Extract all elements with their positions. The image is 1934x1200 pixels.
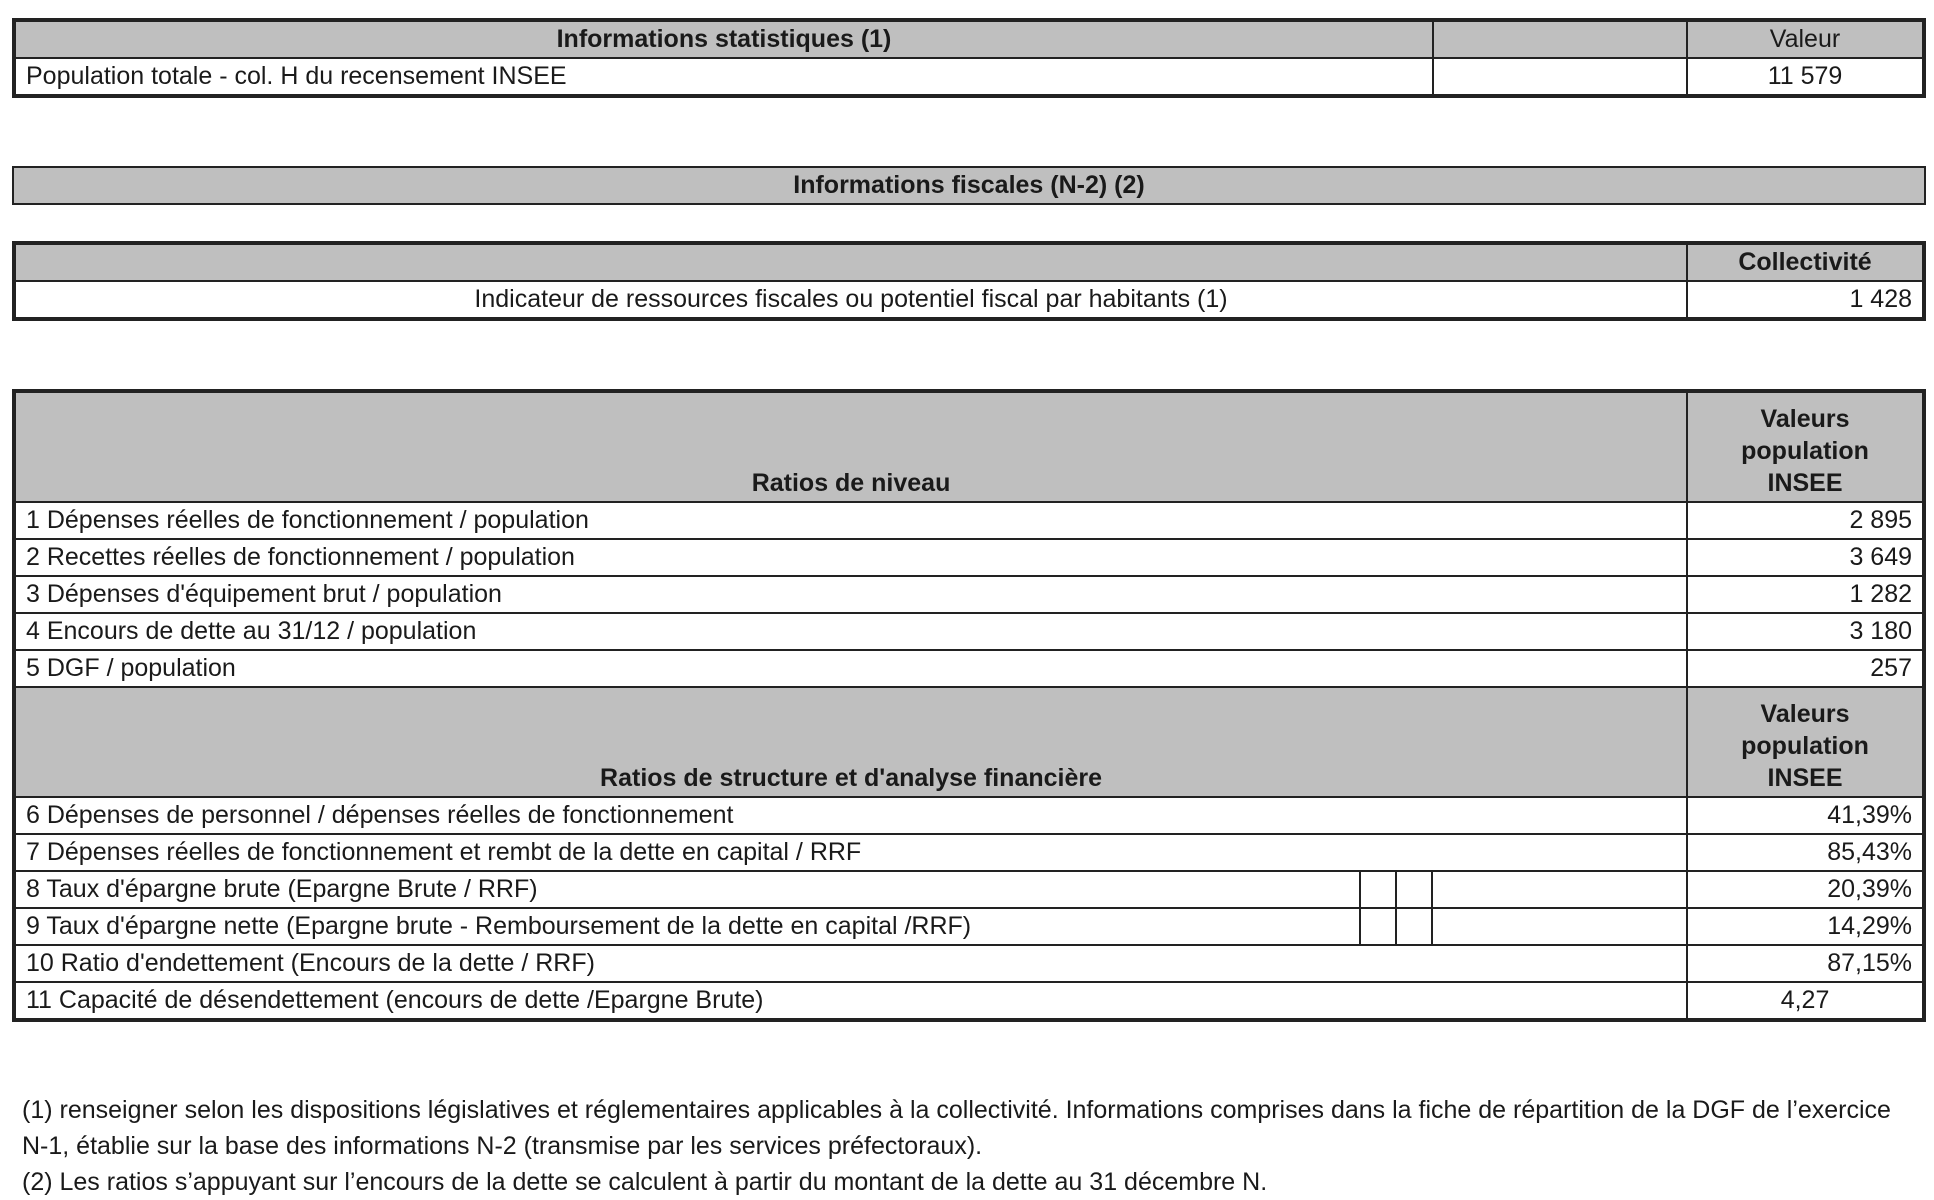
ratio-label: 9 Taux d'épargne nette (Epargne brute - Remboursement de la dette en capital /RRF) (15, 908, 1360, 945)
ratio-label: 3 Dépenses d'équipement brut / population (15, 576, 1687, 613)
fiscal-title: Informations fiscales (N-2) (2) (12, 166, 1926, 205)
table-row (15, 871, 1923, 908)
ratio-label: 2 Recettes réelles de fonctionnement / population (15, 539, 1687, 576)
stats-table (12, 18, 1926, 98)
table-row (15, 834, 1923, 871)
footnote-2: (2) Les ratios s’appuyant sur l’encours de la dette se calculent à partir du montant de la dette au 31 décembre N. (22, 1168, 1268, 1196)
ratio-value: 3 649 (1687, 539, 1923, 576)
empty-cell (1360, 871, 1396, 908)
fiscal-row-label: Indicateur de ressources fiscales ou potentiel fiscal par habitants (1) (15, 281, 1687, 318)
table-row (15, 613, 1923, 650)
stats-title: Informations statistiques (1) (15, 21, 1433, 58)
stats-value-header: Valeur (1687, 21, 1923, 58)
ratio-value: 14,29% (1687, 908, 1923, 945)
ratio-label: 1 Dépenses réelles de fonctionnement / population (15, 502, 1687, 539)
ratio-value: 1 282 (1687, 576, 1923, 613)
table-row (15, 797, 1923, 834)
ratios-niveau-value-header (1687, 392, 1923, 502)
empty-cell (1396, 908, 1432, 945)
stats-empty-cell (1433, 21, 1687, 58)
fiscal-table (12, 241, 1926, 321)
ratio-label: 6 Dépenses de personnel / dépenses réelles de fonctionnement (15, 797, 1687, 834)
ratio-value: 2 895 (1687, 502, 1923, 539)
ratio-label: 5 DGF / population (15, 650, 1687, 687)
value-header-line: Valeurs (1760, 405, 1850, 433)
ratio-label: 7 Dépenses réelles de fonctionnement et rembt de la dette en capital / RRF (15, 834, 1687, 871)
ratios-table (12, 389, 1926, 1022)
ratio-value: 41,39% (1687, 797, 1923, 834)
ratio-label: 11 Capacité de désendettement (encours de dette /Epargne Brute) (15, 982, 1687, 1019)
ratios-structure-title: Ratios de structure et d'analyse financière (15, 687, 1687, 797)
ratio-value: 20,39% (1687, 871, 1923, 908)
value-header-line: INSEE (1767, 764, 1843, 792)
table-row (15, 576, 1923, 613)
value-header-line: population (1741, 437, 1869, 465)
table-row (15, 945, 1923, 982)
footnote-1: (1) renseigner selon les dispositions législatives et réglementaires applicables à la collectivité. Informations comprises dans la fiche de répartition de la DGF de l’exercice N-1, établie sur la base des informations N-2 (transmise par les services préfectoraux). (22, 1096, 1891, 1160)
table-row (15, 502, 1923, 539)
ratio-label: 4 Encours de dette au 31/12 / population (15, 613, 1687, 650)
ratio-value: 85,43% (1687, 834, 1923, 871)
table-row (15, 539, 1923, 576)
stats-row-empty (1433, 58, 1687, 95)
fiscal-header-empty (15, 244, 1687, 281)
empty-cell (1432, 908, 1687, 945)
ratio-label: 10 Ratio d'endettement (Encours de la dette / RRF) (15, 945, 1687, 982)
ratio-value: 257 (1687, 650, 1923, 687)
ratios-niveau-title: Ratios de niveau (15, 392, 1687, 502)
fiscal-row-value: 1 428 (1687, 281, 1923, 318)
stats-row-label: Population totale - col. H du recensement INSEE (15, 58, 1433, 95)
empty-cell (1432, 871, 1687, 908)
table-row (15, 908, 1923, 945)
ratio-value: 3 180 (1687, 613, 1923, 650)
table-row (15, 982, 1923, 1019)
ratios-structure-value-header (1687, 687, 1923, 797)
value-header-line: INSEE (1767, 469, 1843, 497)
ratio-label: 8 Taux d'épargne brute (Epargne Brute / RRF) (15, 871, 1360, 908)
value-header-line: Valeurs (1760, 700, 1850, 728)
table-row (15, 650, 1923, 687)
ratio-value: 87,15% (1687, 945, 1923, 982)
footnotes (22, 1092, 1922, 1200)
ratio-value: 4,27 (1687, 982, 1923, 1019)
fiscal-col-header: Collectivité (1687, 244, 1923, 281)
empty-cell (1396, 871, 1432, 908)
stats-row-value: 11 579 (1687, 58, 1923, 95)
value-header-line: population (1741, 732, 1869, 760)
empty-cell (1360, 908, 1396, 945)
